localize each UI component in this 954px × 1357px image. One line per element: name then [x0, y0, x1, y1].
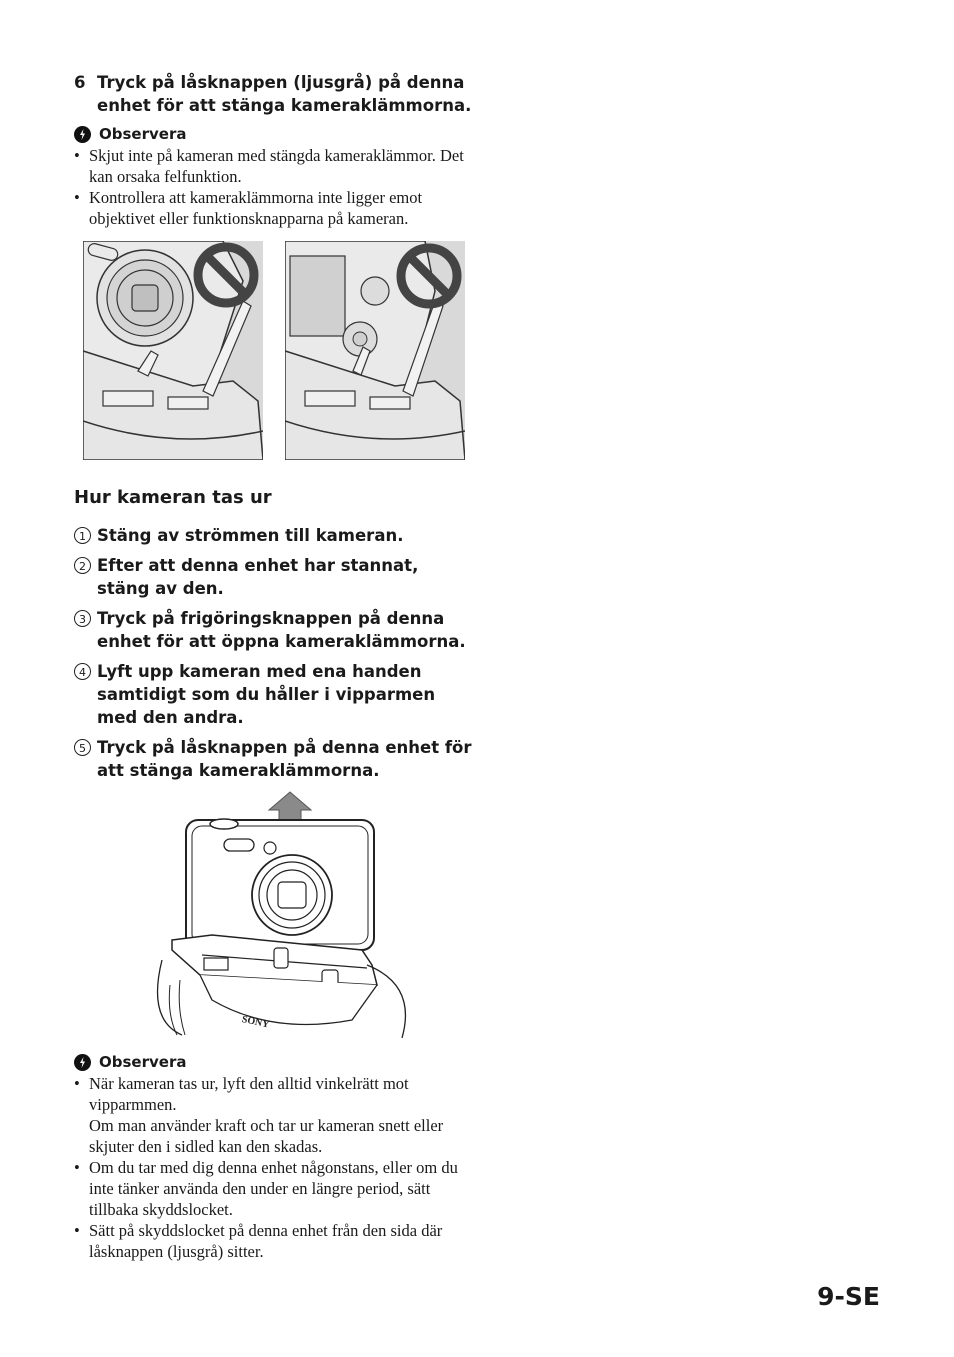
note-item	[74, 1220, 469, 1262]
brand-label: SONY	[240, 1014, 271, 1031]
step-text: Stäng av strömmen till kameran.	[97, 526, 404, 545]
step-text: Tryck på låsknappen (ljusgrå) på denna enhet för att stänga kameraklämmorna.	[97, 73, 472, 115]
step-text: Lyft upp kameran med ena handen samtidigt som du håller i vipparmen med den andra.	[97, 662, 436, 727]
note-item: • Skjut inte på kameran med stängda kameraklämmor. Det kan orsaka felfunktion.	[74, 145, 469, 187]
note-list	[74, 145, 469, 229]
step-text: Efter att denna enhet har stannat, stäng av den.	[97, 556, 419, 598]
step-marker: 3	[74, 610, 91, 627]
list-item	[74, 524, 474, 547]
step-marker: 5	[74, 739, 91, 756]
step-6	[74, 71, 474, 117]
list-item	[74, 607, 474, 653]
note-line: • Om du tar med dig denna enhet någonstans, eller om du inte tänker använda den under en längre period, sätt tillbaka skyddslocket.	[89, 1158, 458, 1219]
note-item	[74, 1157, 469, 1220]
note-heading-text: Observera	[99, 1053, 187, 1071]
note-line: Om man använder kraft och tar ur kameran snett eller skjuter den i sidled kan den skadas.	[89, 1116, 444, 1156]
note-line: • Sätt på skyddslocket på denna enhet från den sida där låsknappen (ljusgrå) sitter.	[89, 1221, 443, 1261]
note-line: • När kameran tas ur, lyft den alltid vinkelrätt mot vipparmmen.	[89, 1074, 409, 1114]
note-list	[74, 1073, 469, 1262]
step-text: Tryck på frigöringsknappen på denna enhet för att öppna kameraklämmorna.	[97, 609, 466, 651]
step-marker: 2	[74, 557, 91, 574]
note-item: • Kontrollera att kameraklämmorna inte ligger emot objektivet eller funktionsknapparna på kameran.	[74, 187, 469, 229]
list-item	[74, 660, 474, 729]
note-item	[74, 1073, 469, 1157]
step-marker: 1	[74, 527, 91, 544]
caution-icon	[74, 126, 91, 143]
note-heading-text: Observera	[99, 125, 187, 143]
caution-icon	[74, 1054, 91, 1071]
list-item	[74, 736, 474, 782]
note-heading	[74, 1052, 186, 1072]
list-item	[74, 554, 474, 600]
step-marker: 4	[74, 663, 91, 680]
illustration-clamp-on-lens	[83, 241, 263, 460]
note-heading	[74, 124, 186, 144]
illustration-clamp-on-buttons	[285, 241, 465, 460]
page-number: 9-SE	[817, 1282, 880, 1311]
section-title: Hur kameran tas ur	[74, 487, 272, 508]
illustration-lift-camera	[152, 790, 412, 1038]
step-text: Tryck på låsknappen på denna enhet för att stänga kameraklämmorna.	[97, 738, 472, 780]
step-number: 6	[74, 73, 86, 92]
removal-steps	[74, 524, 474, 789]
